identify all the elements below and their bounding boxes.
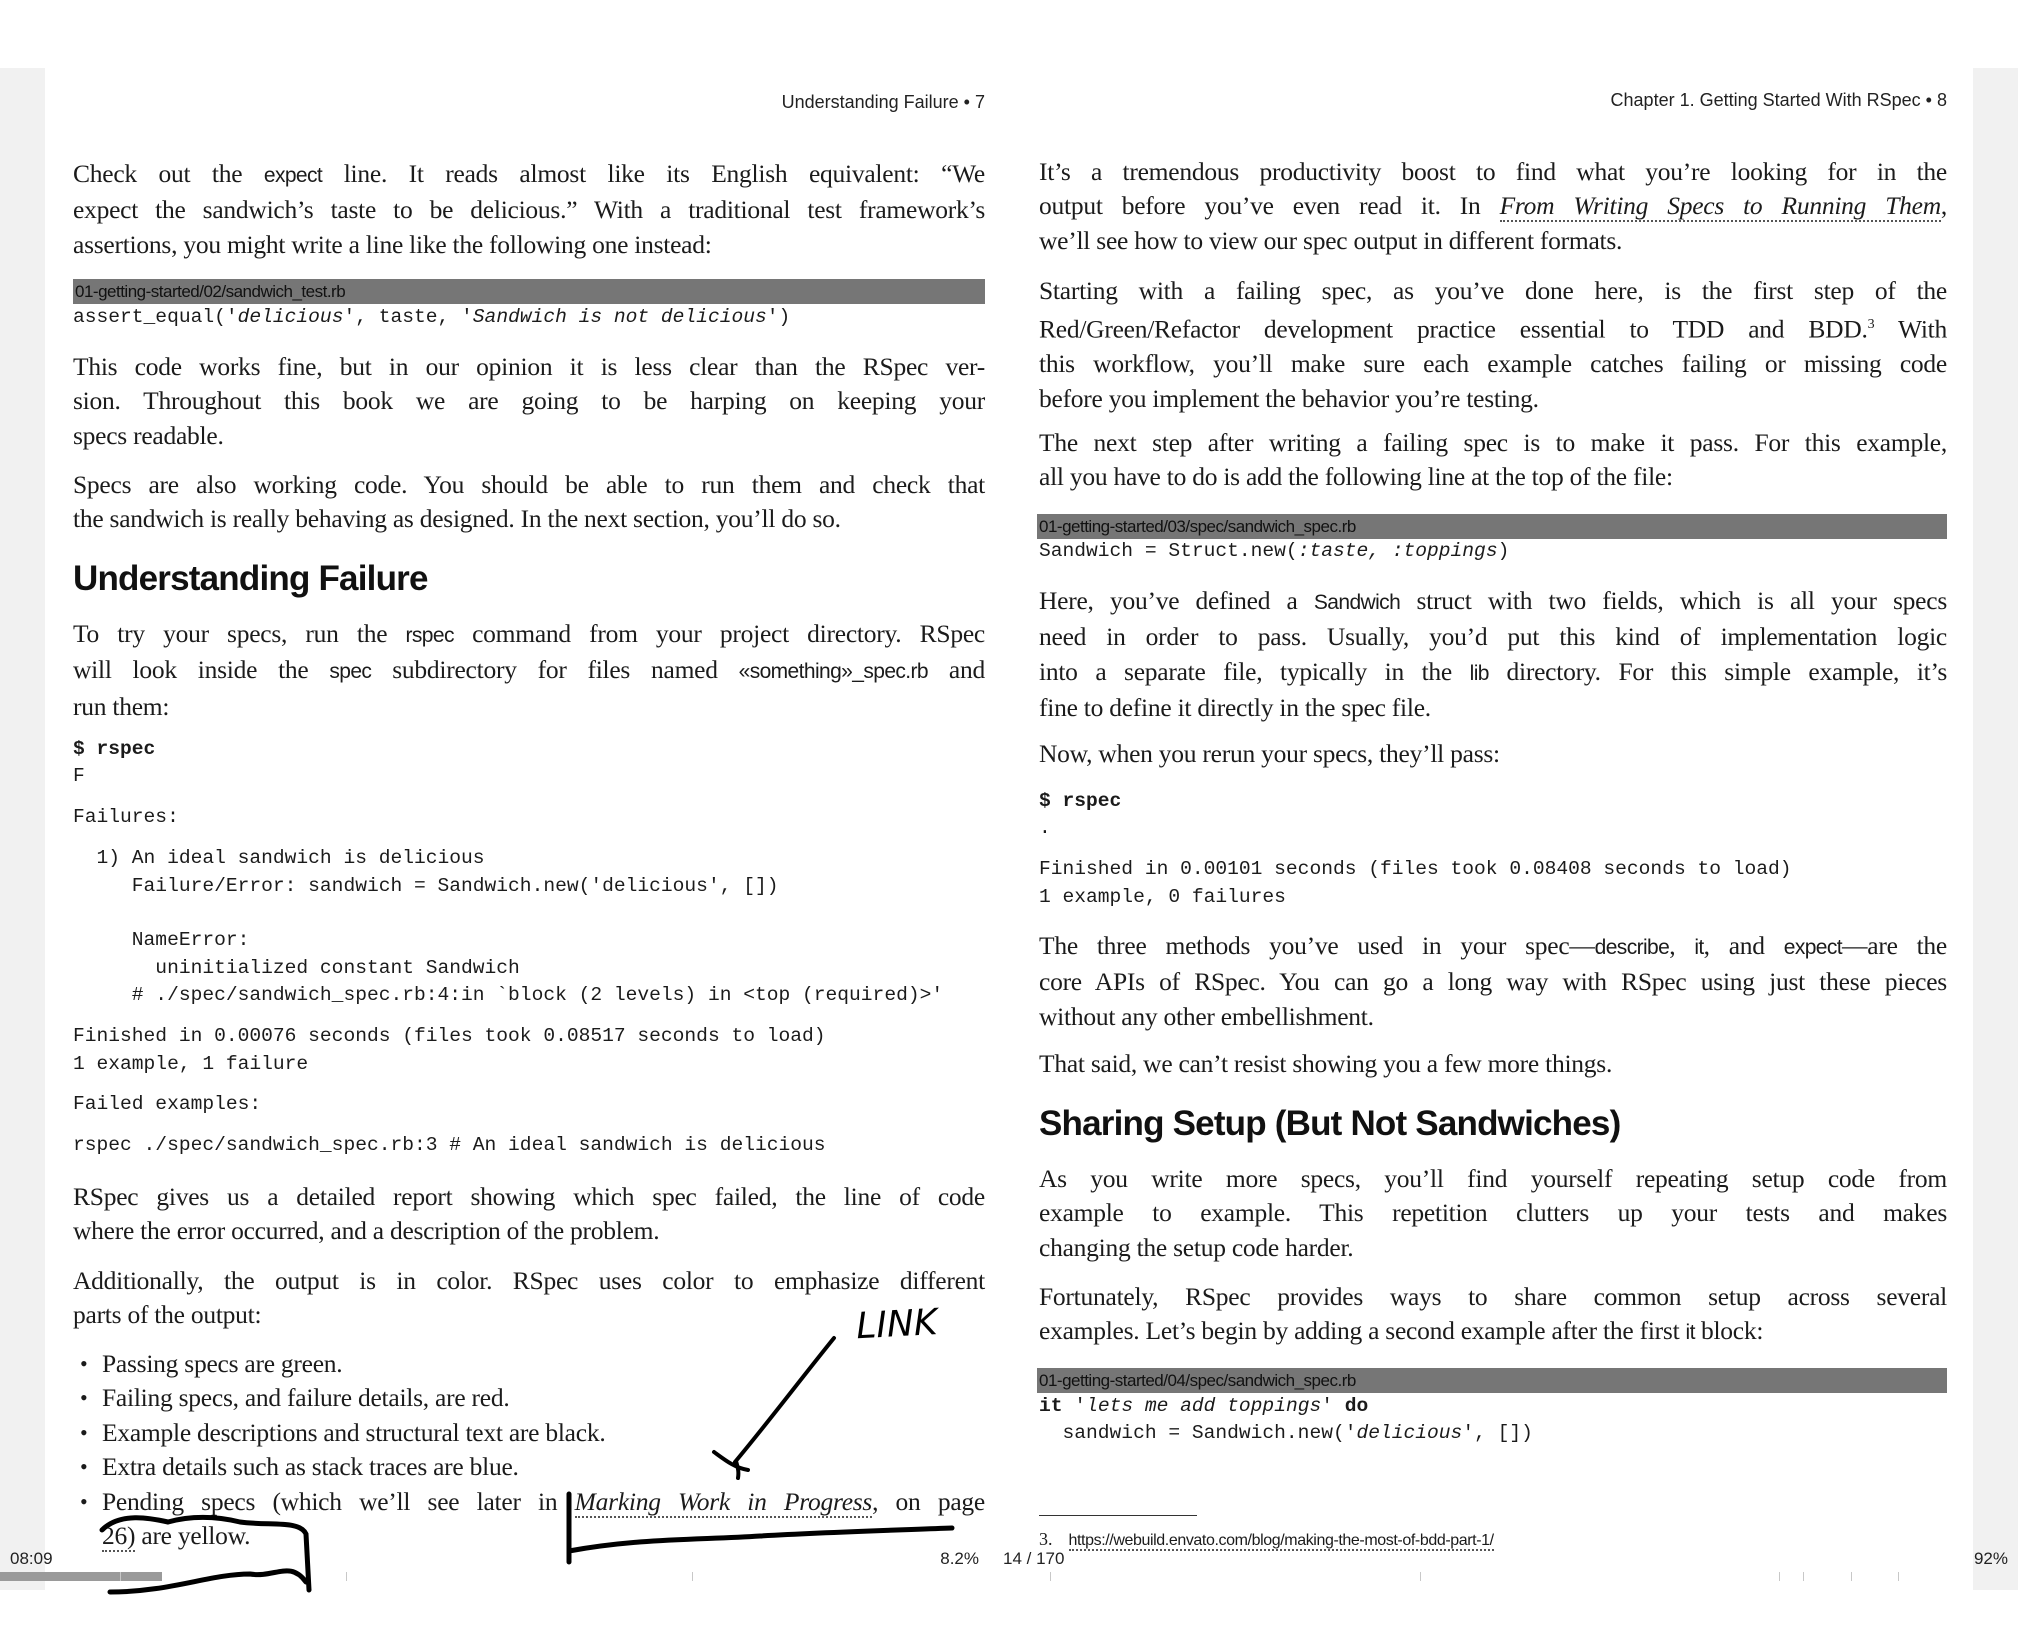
text-run-code: «something»_spec.rb: [738, 660, 929, 684]
text-run: need in order to pass. Usually, you’d put this kind of implementation logic: [1039, 622, 1947, 652]
text-run-code: describe: [1594, 936, 1670, 959]
text-run: changing the setup code harder.: [1039, 1232, 1354, 1262]
text-run-code: spec: [329, 660, 372, 684]
arrow-icon: [714, 1338, 834, 1478]
text-run: Passing specs are green.: [102, 1349, 343, 1378]
text-run: '): [766, 306, 791, 328]
text-run-code: it: [1685, 1321, 1695, 1345]
text-run: assertions, you might write a line like the following one instead:: [73, 229, 712, 259]
text-run: line. It reads almost like its English equivalent: “We: [322, 159, 985, 188]
running-head-right: Chapter 1. Getting Started With RSpec • 8: [1610, 90, 1947, 110]
chapter-tick: [120, 1572, 121, 1581]
running-head-left: Understanding Failure • 7: [781, 92, 985, 112]
text-run-code: lib: [1469, 661, 1489, 685]
cross-reference-link[interactable]: Marking Work in Progress: [574, 1486, 873, 1516]
text-run: Sandwich = Struct.new(: [1039, 540, 1298, 562]
text-run: fine to define it directly in the spec file.: [1039, 693, 1431, 723]
text-run: specs readable.: [73, 420, 224, 450]
chapter-tick: [1779, 1572, 1780, 1581]
text-run-bold: it: [1039, 1395, 1063, 1417]
text-run: ,: [1669, 931, 1695, 960]
text-run: we’ll see how to view our spec output in different formats.: [1039, 225, 1623, 255]
chapter-tick: [692, 1572, 693, 1581]
text-run: ', []): [1462, 1422, 1533, 1445]
cross-reference-link[interactable]: From Writing Specs to Running Them: [1499, 191, 1941, 221]
text-run: Check out the: [73, 159, 264, 188]
text-run: Failures:: [73, 806, 179, 829]
text-run: With: [1874, 314, 1947, 344]
bullet-icon: •: [80, 1488, 88, 1514]
text-run: ': [1062, 1395, 1087, 1417]
text-run: the sandwich is really behaving as designed. In the next section, you’ll do so.: [73, 504, 841, 534]
text-run: Fortunately, RSpec provides ways to share common setup across several: [1039, 1282, 1947, 1311]
text-run: assert_equal(': [73, 306, 238, 328]
text-run: all you have to do is add the following line at the top of the file:: [1039, 462, 1673, 492]
text-run: Now, when you rerun your specs, they’ll pass:: [1039, 739, 1500, 768]
text-run: ,: [1940, 191, 1948, 221]
bullet-icon: •: [80, 1385, 88, 1411]
text-run: NameError:: [73, 929, 250, 952]
text-run-code: rspec: [405, 624, 454, 647]
clock: 08:09: [10, 1549, 53, 1568]
text-run: will look inside the: [73, 655, 330, 685]
text-run: Finished in 0.00101 seconds (files took 0.08408 seconds to load): [1039, 858, 1792, 881]
text-run-code: expect: [263, 164, 323, 187]
text-run: without any other embellishment.: [1039, 1001, 1374, 1031]
text-run: Failing specs, and failure details, are red.: [102, 1383, 510, 1413]
text-run: This code works fine, but in our opinion it is less clear than the RSpec ver-: [73, 352, 985, 381]
text-run: subdirectory for files named: [371, 655, 739, 685]
text-run: It’s a tremendous productivity boost to find what you’re looking for in the: [1039, 157, 1947, 186]
chapter-tick: [1898, 1572, 1899, 1581]
text-run: F: [73, 765, 85, 788]
text-run: ', taste, ': [343, 306, 473, 328]
text-run: # ./spec/sandwich_spec.rb:4:in `block (2 levels) in <top (required)>': [73, 984, 944, 1007]
bullet-icon: •: [80, 1419, 88, 1445]
chapter-tick: [1851, 1572, 1852, 1581]
text-run: run them:: [73, 691, 170, 721]
text-run: uninitialized constant Sandwich: [73, 956, 520, 979]
text-run: output before you’ve even read it. In: [1039, 191, 1500, 221]
text-run: , on page: [872, 1486, 985, 1516]
text-run: Finished in 0.00076 seconds (files took 0.08517 seconds to load): [73, 1025, 826, 1048]
text-run: example to example. This repetition clutters up your tests and makes: [1039, 1198, 1947, 1228]
text-run: into a separate file, typically in the: [1039, 656, 1470, 686]
bullet-icon: •: [80, 1351, 88, 1376]
text-run: directory. For this simple example, it’s: [1488, 656, 1947, 686]
text-run-bold: do: [1344, 1395, 1369, 1417]
section-heading: Sharing Setup (But Not Sandwiches): [1039, 1104, 1621, 1143]
text-run: Red/Green/Refactor development practice essential to TDD and BDD.: [1039, 314, 1868, 344]
text-run: , and: [1703, 931, 1784, 960]
text-run: rspec ./spec/sandwich_spec.rb:3 # An ideal sandwich is delicious: [73, 1134, 826, 1157]
progress-fill: [0, 1572, 162, 1581]
text-run: where the error occurred, and a description of the problem.: [73, 1216, 660, 1246]
book-progress-bar[interactable]: [0, 1572, 1973, 1581]
text-run: parts of the output:: [73, 1300, 262, 1330]
text-run-code: Sandwich: [1313, 591, 1401, 614]
text-run: The three methods you’ve used in your spec—: [1039, 931, 1595, 960]
text-run: Failed examples:: [73, 1093, 262, 1116]
cross-reference-link[interactable]: 26): [102, 1521, 136, 1551]
text-run-bold: $ rspec: [1039, 790, 1122, 812]
battery-level: 92%: [1973, 1549, 2008, 1568]
text-run: command from your project directory. RSpec: [453, 619, 985, 648]
text-run: block:: [1694, 1316, 1764, 1346]
text-run: Pending specs (which we’ll see later in: [102, 1486, 575, 1516]
chapter-tick: [1803, 1572, 1804, 1581]
text-run: expect the sandwich’s taste to be delicious.” With a traditional test framework’s: [73, 195, 985, 225]
section-heading: Understanding Failure: [73, 559, 428, 598]
footnote-number: 3.: [1039, 1529, 1053, 1549]
text-run-code: it: [1694, 936, 1704, 959]
footnote-ref[interactable]: 3: [1867, 317, 1875, 333]
text-run: and: [928, 655, 985, 685]
text-run: 1 example, 0 failures: [1039, 885, 1286, 908]
chapter-progress: 8.2%: [940, 1549, 979, 1568]
text-run: Additionally, the output is in color. RSpec uses color to emphasize different: [73, 1266, 985, 1295]
text-run-italic: lets me add toppings: [1086, 1395, 1322, 1417]
text-run-italic: :taste, :toppings: [1297, 540, 1498, 562]
bracket-mark: [569, 1494, 952, 1562]
code-filename-bar: 01-getting-started/04/spec/sandwich_spec.rb: [1037, 1368, 1947, 1393]
text-run: sandwich = Sandwich.new(': [1039, 1422, 1357, 1445]
chapter-tick: [1420, 1572, 1421, 1581]
text-run: before you implement the behavior you’re testing.: [1039, 383, 1539, 413]
text-run-bold: $ rspec: [73, 738, 156, 760]
text-run-italic: delicious: [1356, 1422, 1463, 1445]
text-run: examples. Let’s begin by adding a second example after the first: [1039, 1316, 1686, 1346]
chapter-tick: [1050, 1572, 1051, 1581]
text-run: .: [1039, 817, 1051, 840]
text-run: That said, we can’t resist showing you a few more things.: [1039, 1049, 1613, 1078]
text-run: Specs are also working code. You should be able to run them and check that: [73, 470, 985, 499]
footnote-link[interactable]: https://webuild.envato.com/blog/making-the-most-of-bdd-part-1/: [1068, 1532, 1494, 1549]
text-run-italic: Sandwich is not delicious: [472, 306, 767, 328]
annotation-label: LINK: [855, 1302, 939, 1348]
text-run: 1) An ideal sandwich is delicious: [73, 847, 485, 870]
text-run: ): [1497, 540, 1510, 562]
page-indicator[interactable]: 14 / 170: [1003, 1549, 1065, 1568]
text-run: core APIs of RSpec. You can go a long way with RSpec using just these pieces: [1039, 967, 1947, 997]
code-filename-bar: 01-getting-started/02/sandwich_test.rb: [73, 279, 985, 304]
text-run: ': [1321, 1395, 1345, 1417]
text-run: Extra details such as stack traces are blue.: [102, 1452, 519, 1482]
text-run: RSpec gives us a detailed report showing which spec failed, the line of code: [73, 1182, 985, 1211]
text-run: Here, you’ve defined a: [1039, 586, 1314, 615]
text-run: Failure/Error: sandwich = Sandwich.new('delicious', []): [73, 874, 779, 897]
bullet-icon: •: [80, 1454, 88, 1480]
text-run: To try your specs, run the: [73, 619, 406, 648]
text-run: The next step after writing a failing spec is to make it pass. For this example,: [1039, 428, 1947, 457]
text-run: struct with two fields, which is all your specs: [1400, 586, 1947, 615]
text-run: Starting with a failing spec, as you’ve done here, is the first step of the: [1039, 276, 1947, 305]
text-run: —are the: [1842, 931, 1948, 960]
text-run: this workflow, you’ll make sure each example catches failing or missing code: [1039, 349, 1947, 379]
text-run-italic: delicious: [237, 306, 344, 328]
code-filename-bar: 01-getting-started/03/spec/sandwich_spec.rb: [1037, 514, 1947, 539]
text-run: 1 example, 1 failure: [73, 1052, 309, 1075]
text-run: sion. Throughout this book we are going to be harping on keeping your: [73, 386, 985, 416]
text-run-code: expect: [1783, 936, 1843, 959]
text-run: As you write more specs, you’ll find yourself repeating setup code from: [1039, 1164, 1947, 1193]
text-run: are yellow.: [135, 1521, 251, 1551]
text-run: Example descriptions and structural text are black.: [102, 1417, 606, 1447]
chapter-tick: [346, 1572, 347, 1581]
